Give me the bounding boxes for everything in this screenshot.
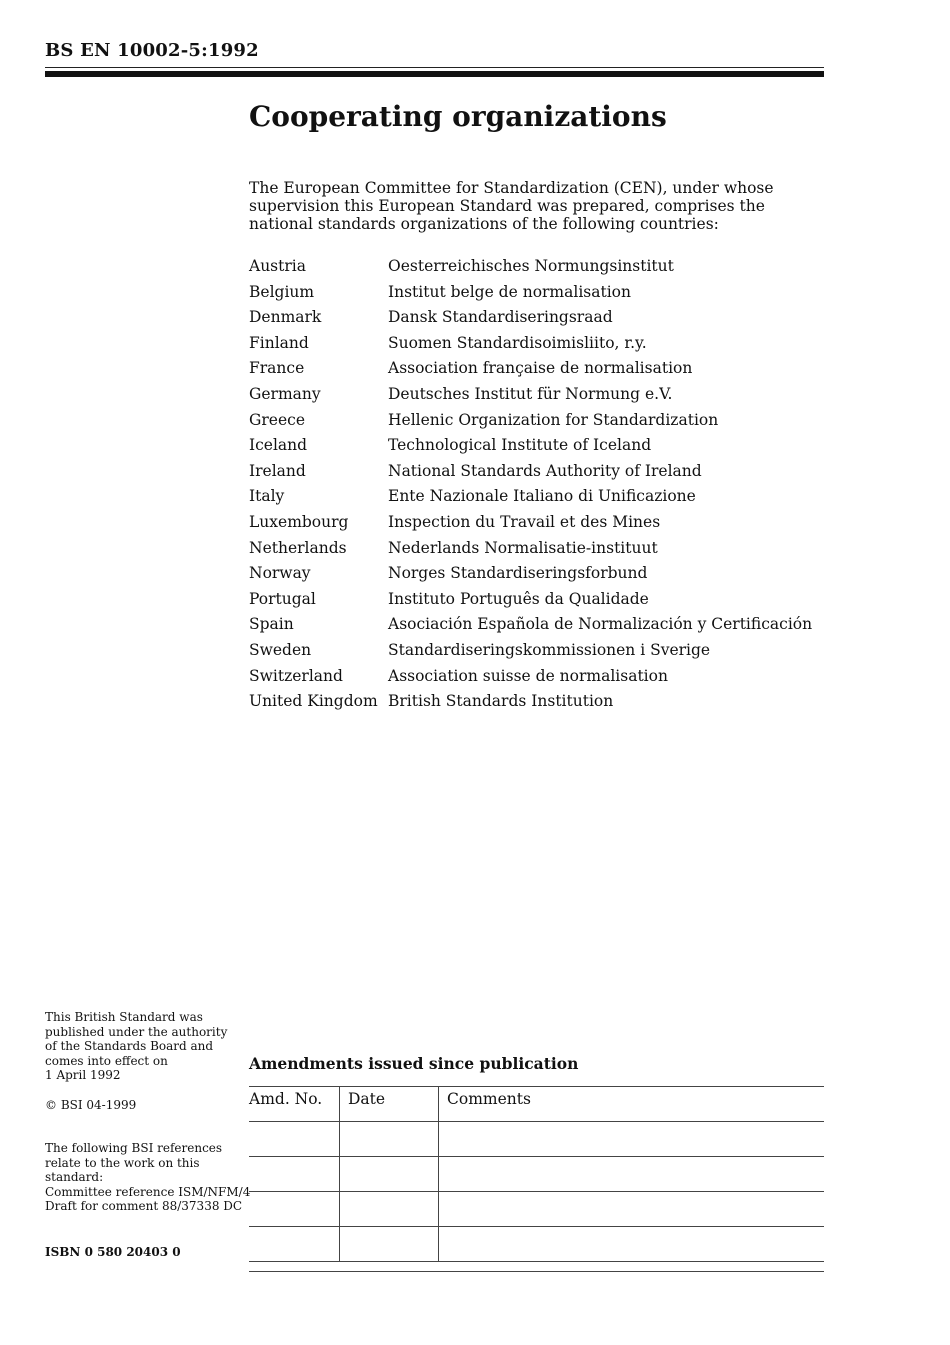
standard-number: BS EN 10002-5:1992 [45,40,259,61]
organization-name: British Standards Institution [388,692,614,711]
organization-name: Suomen Standardisoimisliito, r.y. [388,333,647,352]
table-cell [249,1227,340,1262]
country-name: Sweden [249,640,312,659]
table-cell [249,1122,340,1157]
list-item [249,512,812,538]
table-row [249,1157,824,1192]
organization-name: Inspection du Travail et des Mines [388,512,661,531]
organization-name: Hellenic Organization for Standardization [388,410,719,429]
column-header-comments: Comments [439,1087,825,1122]
table-row [249,1192,824,1227]
list-item [249,282,812,308]
text-line: Draft for comment 88/37338 DC [45,1199,243,1213]
member-organizations-list [249,256,812,717]
organization-name: Asociación Española de Normalización y Certificación [388,615,813,634]
table-cell [249,1192,340,1227]
text-line: 1 April 1992 [45,1068,121,1082]
publication-sidebar [45,1010,251,1259]
country-name: Italy [249,487,285,506]
table-cell [249,1157,340,1192]
column-header-date: Date [340,1087,439,1122]
list-item [249,384,812,410]
organization-name: Association française de normalisation [388,359,693,378]
country-name: Luxembourg [249,512,349,531]
country-name: Iceland [249,436,308,455]
organization-name: National Standards Authority of Ireland [388,461,702,480]
list-item [249,461,812,487]
table-cell [439,1192,825,1227]
organization-name: Instituto Português da Qualidade [388,589,649,608]
bottom-rule [249,1271,824,1272]
table-cell [340,1122,439,1157]
list-item [249,410,812,436]
text-line: relate to the work on this [45,1155,200,1170]
organization-name: Norges Standardiseringsforbund [388,564,648,583]
country-name: Germany [249,384,321,403]
organization-name: Dansk Standardiseringsraad [388,308,613,327]
organization-name: Oesterreichisches Normungsinstitut [388,257,674,275]
text-line: Committee reference ISM/NFM/4 [45,1184,251,1199]
table-cell [340,1192,439,1227]
table-row [249,1122,824,1157]
table-cell [439,1122,825,1157]
organization-name: Ente Nazionale Italiano di Unificazione [388,487,696,506]
list-item [249,256,812,282]
list-item [249,589,812,615]
page-title: Cooperating organizations [249,100,667,133]
amendments-heading: Amendments issued since publication [249,1054,579,1073]
header-rule-thick [45,71,824,77]
list-item [249,640,812,666]
text-line: comes into effect on [45,1053,168,1068]
text-line: This British Standard was [45,1010,203,1024]
organization-name: Deutsches Institut für Normung e.V. [388,384,673,403]
list-item [249,691,812,717]
text-line: The following BSI references [45,1141,223,1155]
text-line: of the Standards Board and [45,1039,214,1053]
organization-name: Standardiseringskommissionen i Sverige [388,640,711,659]
table-cell [340,1157,439,1192]
list-item [249,563,812,589]
column-header-amd-no: Amd. No. [249,1087,340,1122]
organization-name: Technological Institute of Iceland [388,436,652,455]
list-item [249,435,812,461]
table-cell [340,1227,439,1262]
text-line: standard: [45,1170,104,1184]
bsi-references [45,1141,251,1214]
country-name: Ireland [249,461,306,480]
list-item [249,307,812,333]
country-name: Austria [249,257,306,275]
country-name: Denmark [249,308,322,327]
country-name: Belgium [249,282,315,301]
country-name: Greece [249,410,305,429]
header-rule-thin [45,67,824,68]
country-name: United Kingdom [249,692,378,711]
amendments-body [249,1122,824,1262]
copyright-notice: © BSI 04-1999 [45,1097,137,1112]
country-name: Finland [249,333,309,352]
list-item [249,538,812,564]
amendments-table [249,1086,824,1262]
isbn: ISBN 0 580 20403 0 [45,1245,181,1259]
list-item [249,666,812,692]
table-cell [439,1227,825,1262]
organization-name: Association suisse de normalisation [388,666,668,685]
text-line: published under the authority [45,1024,228,1039]
list-item [249,333,812,359]
country-name: Norway [249,564,311,583]
country-name: France [249,359,305,378]
country-name: Spain [249,615,294,634]
list-item [249,358,812,384]
list-item [249,614,812,640]
table-row [249,1227,824,1262]
country-name: Portugal [249,589,316,608]
table-cell [439,1157,825,1192]
organization-name: Nederlands Normalisatie-instituut [388,538,658,557]
amendments-header-row [249,1087,824,1122]
country-name: Switzerland [249,666,343,685]
country-name: Netherlands [249,538,347,557]
organization-name: Institut belge de normalisation [388,282,631,301]
list-item [249,486,812,512]
intro-paragraph: The European Committee for Standardization (CEN), under whose supervision this European Standard was prepared, comprises the national standards organizations of the following countries: [249,179,774,233]
publication-note [45,1010,245,1083]
